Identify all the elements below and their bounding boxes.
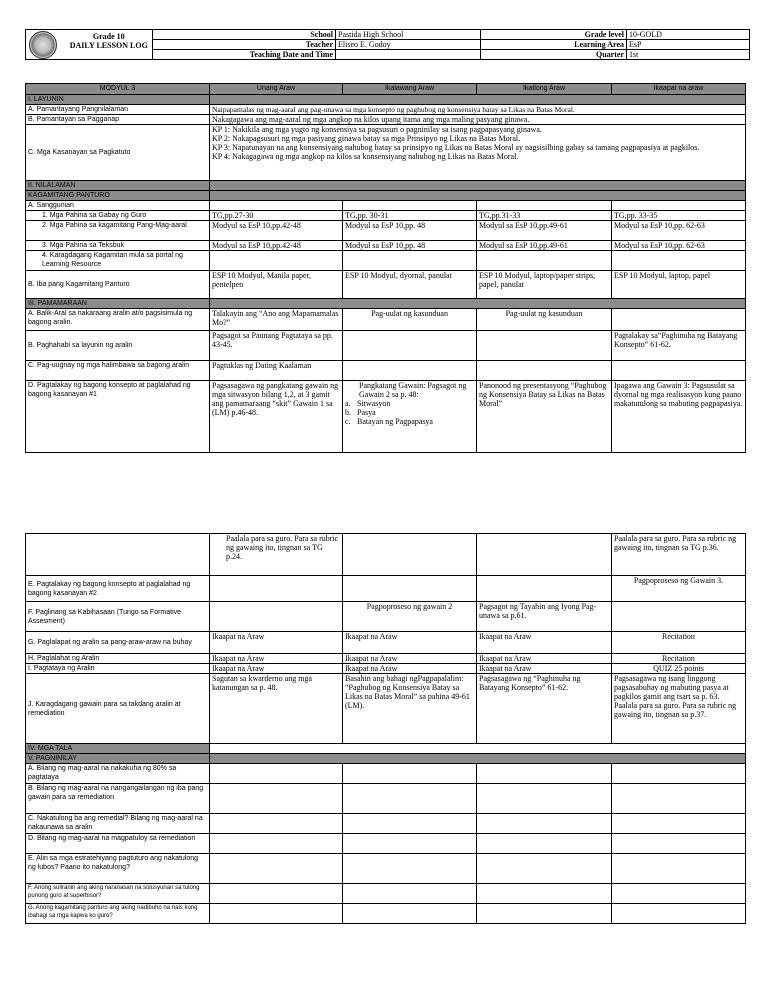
r1-day3: TG,pp.31-33	[477, 211, 612, 221]
cont-day2	[343, 534, 477, 576]
header-table	[25, 29, 750, 60]
row-label-r4: 4. Karagdagang Kagamitan mula sa portal ng Learning Resource	[26, 251, 210, 271]
reflection-e: E. Alin sa mga estratehiyang pagtuturo ang nakatulong ng lubos? Paano ito nakatulong?	[26, 854, 210, 884]
section-pagninilay: V. PAGNINILAY	[26, 754, 210, 764]
r3-day1: Modyul sa EsP 10,pp.42-48	[210, 241, 343, 251]
teaching-date-value	[336, 50, 481, 60]
reflection-c: C. Nakatulong ba ang remedial? Bilang ng mag-aaral na nakaunawa sa aralin	[26, 814, 210, 834]
reflection-g: G. Anong kagamitang panturo ang aking nadibuho na nais kong ibahagi sa mga kapwa ko guro?	[26, 904, 210, 924]
e-day4: Pagpoproseso ng Gawain 3.	[612, 576, 746, 602]
cont-day3	[477, 534, 612, 576]
e-day3	[477, 576, 612, 602]
row-label-e: E. Pagtalakay ng bagong konsepto at paglalahad ng bagong kasanayan #2	[26, 576, 210, 602]
f-day3: Pagsagot ng Tayahin ang Iyong Pag-unawa sa p.61.	[477, 602, 612, 632]
reflection-d: D. Bilang ng mag-aaral na magpatuloy sa remediation	[26, 834, 210, 854]
doc-title: DAILY LESSON LOG	[69, 41, 148, 50]
i-day4: QUIZ 25 points	[612, 664, 746, 674]
pd2-item-b: b. Pasya	[345, 408, 376, 417]
col-modyul: MODYUL 3	[26, 84, 210, 95]
row-label-rb: B. Iba pang Kagamitang Panturo	[26, 271, 210, 299]
learning-area-value: EsP	[627, 40, 750, 50]
cont-day4: Paalala para sa guro. Para sa rubric ng gawaing ito, tingnan sa TG p.36.	[612, 534, 746, 576]
e-day2	[343, 576, 477, 602]
kp-4: KP 4: Nakagagawa ng mga angkop na kilos sa konsensiyang nahubog ng Likas na Batas Moral.	[212, 152, 519, 161]
quarter-label: Quarter	[481, 50, 627, 60]
reflection-b: B. Bilang ng mag-aaral na nangangailangan ng iba pang gawain para sa remediation	[26, 784, 210, 814]
pd-day1: Pagsasagawa ng pangkatang gawain ng mga sitwasyon bilang 1,2, at 3 gamit ang pamamaraang “skit” Gawain 1 sa (LM) p.46-48.	[210, 381, 343, 453]
kp-1: KP 1: Nakikila ang mga yugto ng konsensiya sa pagsusuri o pagninilay sa isang pagpapasyang ginawa.	[212, 125, 542, 134]
teacher-label: Teacher	[153, 40, 336, 50]
r1-day1: TG,pp.27-30	[210, 211, 343, 221]
row-label-b: B. Pamantayan sa Pagganap	[26, 115, 210, 125]
teaching-date-label: Teaching Date and Time	[153, 50, 336, 60]
col-day-3: Ikatlong Araw	[477, 84, 612, 95]
pc-day2	[343, 361, 477, 381]
row-label-r2: 2. Mga Pahina sa kagamitang Pang-Mag-aaral	[26, 221, 210, 241]
i-day1: Ikaapat na Araw	[210, 664, 343, 674]
row-label-pd: D. Pagtalakay ng bagong konsepto at paglalahad ng bagong kasanayan #1	[26, 381, 210, 453]
h-day3: Ikaapat na Araw	[477, 654, 612, 664]
pc-day1: Pagtuklas ng Dating Kaalaman	[210, 361, 343, 381]
section-pamamaraan: III. PAMAMARAAN	[26, 299, 210, 309]
row-label-r3: 3. Mga Pahina sa Teksbuk	[26, 241, 210, 251]
pd-day3: Panonood ng presentasyong “Paghubog ng Konsensiya Batay sa Likas na Batas Moral”	[477, 381, 612, 453]
pa-day2: Pag-uulat ng kasunduan	[343, 309, 477, 331]
j-day1: Sagutan sa kwarderno ang mga katanungan sa p. 48.	[210, 674, 343, 744]
row-sanggunian: A. Sanggunian	[26, 201, 210, 211]
pamantayan-sa-pagganap: Nakagagawa ang mag-aaral ng mga angkop na kilos upang itama ang mga maling pasyang ginawa.	[210, 115, 746, 125]
pb-day4: Pagtalakay sa“Paghinuha ng Batayang Konsepto” 61-62.	[612, 331, 746, 361]
r2-day2: Modyul sa EsP 10,pp. 48	[343, 221, 477, 241]
j-day2: Basahin ang bahagi ngPagpapalalim: “Paghubog ng Konsensiya Batay sa Likas na Batas Moral” sa pahina 49-61 (LM).	[343, 674, 477, 744]
kp-2: KP 2: Nakapagsusuri ng mga pasiyang ginawa batay sa mga Prinsipyo ng Likas na Batas Moral.	[212, 134, 521, 143]
row-label-f: F. Paglinang sa Kabihasaan (Tungo sa Formative Assesment)	[26, 602, 210, 632]
row-label-h: H. Paglalahat ng Aralin	[26, 654, 210, 664]
grade-title: Grade 10	[92, 32, 125, 41]
r3-day3: Modyul sa EsP 10,pp.49-61	[477, 241, 612, 251]
teacher-value: Eliseo E. Godoy	[336, 40, 481, 50]
r3-day4: Modyul sa EsP 10,pp. 62-63	[612, 241, 746, 251]
pa-day4	[612, 309, 746, 331]
rb-day2: ESP 10 Modyul, dyornal, panulat	[343, 271, 477, 299]
pamantayang-pangnilalaman: Naipapamalas ng mag-aaral ang pag-unawa sa mga konsepto ng paghubog ng konsensiya batay sa Likas na Batas Moral.	[210, 105, 746, 115]
col-day-1: Unang Araw	[210, 84, 343, 95]
e-day1	[210, 576, 343, 602]
j-day3: Pagsasagawa ng “Paghinuha ng Batayang Konsepto” 61-62.	[477, 674, 612, 744]
pb-day1: Pagsagot sa Paunang Pagtataya sa pp. 43-45.	[210, 331, 343, 361]
grade-level-value: 10-GOLD	[627, 30, 750, 40]
h-day4: Recitation	[612, 654, 746, 664]
pd2-intro: Pangkatang Gawain: Pagsagot ng Gawain 2 sa p. 48:	[359, 381, 467, 399]
g-day4: Recitation	[612, 632, 746, 654]
col-day-2: Ikalawang Araw	[343, 84, 477, 95]
row-label-pa: A. Balik-Aral sa nakaraang aralin at/o pagsisimula ng bagong aralin.	[26, 309, 210, 331]
rb-day3: ESP 10 Modyul, laptop/paper strips, papel, panulat	[477, 271, 612, 299]
r1-day2: TG,pp. 30-31	[343, 211, 477, 221]
pd2-item-c: c. Batayan ng Pagpapasya	[345, 417, 433, 426]
lesson-table-page-2	[25, 533, 746, 924]
reflection-f: F. Anong suliranin ang aking naranasan na solusyunan sa tulong punong guro at superbisor?	[26, 884, 210, 904]
row-label-c: C. Mga Kasanayan sa Pagkatuto	[26, 125, 210, 181]
g-day1: Ikaapat na Araw	[210, 632, 343, 654]
rb-day4: ESP 10 Modyul, laptop, papel	[612, 271, 746, 299]
pb-day3	[477, 331, 612, 361]
mga-kasanayan	[210, 125, 746, 181]
reflection-a: A. Bilang ng mag-aaral na nakakuha ng 80% sa pagtataya	[26, 764, 210, 784]
school-label: School	[153, 30, 336, 40]
kp-3: KP 3: Napatunayan na ang konsensiyang nahubog batay sa prinsipyo ng Likas na Batas Moral ay nagsisilbing gabay sa tamang pagpapasiya at pagkilos.	[212, 143, 700, 152]
g-day3: Ikaapat na Araw	[477, 632, 612, 654]
quarter-value: 1st	[627, 50, 750, 60]
r3-day2: Modyul sa EsP 10,pp. 48	[343, 241, 477, 251]
row-label-g: G. Paglalapat ng aralin sa pang-araw-araw na buhay	[26, 632, 210, 654]
pb-day2	[343, 331, 477, 361]
r1-day4: TG,pp. 33-35	[612, 211, 746, 221]
r2-day3: Modyul sa EsP 10,pp.49-61	[477, 221, 612, 241]
section-nilalaman: II. NILALAMAN	[26, 181, 210, 191]
pa-day1: Talakayin ang “Ano ang Mapamamalas Mo?”	[210, 309, 343, 331]
row-label-j: J. Karagdagang gawain para sa takdang aralin at remediation	[26, 674, 210, 744]
pa-day3: Pag-uulat ng kasunduan	[477, 309, 612, 331]
rb-day1: ESP 10 Modyul, Manila paper, pentelpen	[210, 271, 343, 299]
f-day4	[612, 602, 746, 632]
section-layunin: I. LAYUNIN	[26, 95, 210, 105]
row-label-pc: C. Pag-uugnay ng mga halimbawa sa bagong aralin	[26, 361, 210, 381]
i-day2: Ikaapat na Araw	[343, 664, 477, 674]
row-label-pb: B. Paghahabi sa layunin ng aralin	[26, 331, 210, 361]
f-day1	[210, 602, 343, 632]
f-day2: Pagpoproseso ng gawain 2	[343, 602, 477, 632]
learning-area-label: Learning Area	[481, 40, 627, 50]
row-label-i: I. Pagtataya ng Aralin	[26, 664, 210, 674]
r2-day1: Modyul sa EsP 10,pp.42-48	[210, 221, 343, 241]
r2-day4: Modyul sa EsP 10,pp. 62-63	[612, 221, 746, 241]
h-day2: Ikaapat na Araw	[343, 654, 477, 664]
j-day4: Pagsasagawa ng isang linggong pagsasabuhay ng mabuting pasya at pagkilos gamit ang tsart sa p. 63. Paalala para sa guro. Para sa rubric ng gawaing ito, tingnan sa p.37.	[612, 674, 746, 744]
row-label-a: A. Pamantayang Pangnilalaman	[26, 105, 210, 115]
pd-day4: Ipagawa ang Gawain 3: Pagsusulat sa dyornal ng mga realisasyon kung paano makatutulong sa mabuting pagpapasiya.	[612, 381, 746, 453]
row-label-r1: 1. Mga Pahina sa Gabay ng Guro	[26, 211, 210, 221]
pc-day3	[477, 361, 612, 381]
g-day2: Ikaapat na Araw	[343, 632, 477, 654]
lesson-table-page-1	[25, 83, 746, 453]
i-day3: Ikaapat na Araw	[477, 664, 612, 674]
pd2-item-a: a. Sitwasyon	[345, 399, 391, 408]
cont-day1: Paalala para sa guro. Para sa rubric ng gawaing ito, tingnan sa TG p.24.	[210, 534, 343, 576]
pc-day4	[612, 361, 746, 381]
col-day-4: Ikaapat na araw	[612, 84, 746, 95]
school-value: Pastida High School	[336, 30, 481, 40]
section-mga-tala: IV. MGA TALA	[26, 744, 210, 754]
grade-level-label: Grade level	[481, 30, 627, 40]
pd-day2	[343, 381, 477, 453]
section-kagamitan: KAGAMITANG PANTURO	[26, 191, 210, 201]
h-day1: Ikaapat na Araw	[210, 654, 343, 664]
